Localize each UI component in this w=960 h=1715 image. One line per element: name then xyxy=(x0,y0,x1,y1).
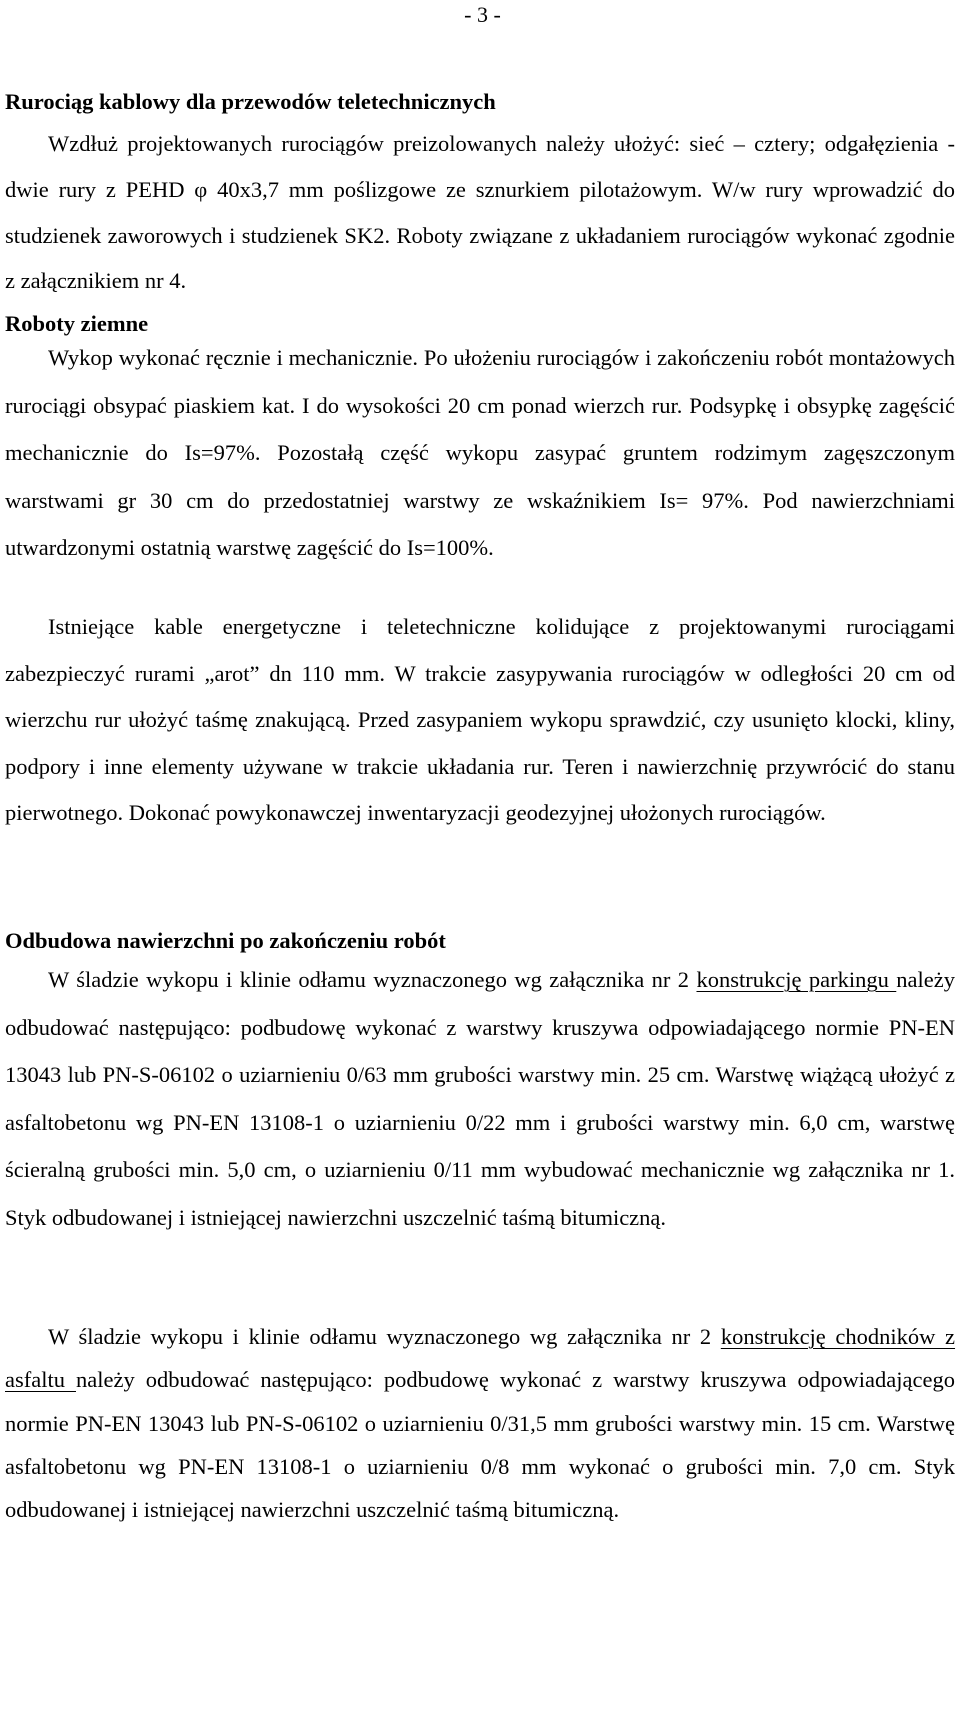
sidewalk-underlined-text: konstrukcję chodników z asfaltu xyxy=(5,1324,956,1393)
section-heading-earthworks: Roboty ziemne xyxy=(5,311,149,336)
parking-intro-text: W śladzie wykopu i klinie odłamu wyznaczonego wg załącznika nr 2 xyxy=(48,967,690,992)
parking-underlined-text: konstrukcję parkingu xyxy=(696,967,897,992)
paragraph-parking-restoration xyxy=(5,956,955,1241)
paragraph-earthworks-2: Istniejące kable energetyczne i teletechniczne kolidujące z projektowanymi rurociągami zabezpieczyć rurami „arot” dn 110 mm. W trakcie zasypywania rurociągów w odległości 20 cm od wierzchu rur ułożyć taśmę znakującą. Przed zasypaniem wykopu sprawdzić, czy usunięto klocki, kliny, podpory i inne elementy używane w trakcie układania rur. Teren i nawierzchnię przywrócić do stanu pierwotnego. Dokonać powykonawczej inwentaryzacji geodezyjnej ułożonych rurociągów. xyxy=(5,614,955,825)
section-heading-surface-restoration: Odbudowa nawierzchni po zakończeniu robót xyxy=(5,928,446,953)
section-heading-cable-conduit: Rurociąg kablowy dla przewodów teletechnicznych xyxy=(5,89,496,114)
sidewalk-intro-text: W śladzie wykopu i klinie odłamu wyznaczonego wg załącznika nr 2 xyxy=(48,1324,712,1349)
sidewalk-body-text: należy odbudować następująco: podbudowę wykonać z warstwy kruszywa odpowiadającego normie PN-EN 13043 lub PN-S-06102 o uziarnieniu 0/31,5 mm grubości warstwy min. 15 cm. Warstwę asfaltobetonu wg PN-EN 13108-1 o uziarnieniu 0/8 mm wykonać o grubości min. 7,0 cm. Styk odbudowanej i istniejącej nawierzchni uszczelnić taśmą bitumiczną. xyxy=(5,1367,955,1523)
paragraph-earthworks-1: Wykop wykonać ręcznie i mechanicznie. Po ułożeniu rurociągów i zakończeniu robót montażowych rurociągi obsypać piaskiem kat. I do wysokości 20 cm ponad wierzch rur. Podsypkę i obsypkę zagęścić mechanicznie do Is=97%. Pozostałą część wykopu zasypać gruntem rodzimym zagęszczonym warstwami gr 30 cm do przedostatniej warstwy ze wskaźnikiem Is= 97%. Pod nawierzchniami utwardzonymi ostatnią warstwę zagęścić do Is=100%. xyxy=(5,345,955,560)
paragraph-sidewalk-restoration xyxy=(5,1315,955,1531)
paragraph-cable-conduit: Wzdłuż projektowanych rurociągów preizolowanych należy ułożyć: sieć – cztery; odgałęzienia - dwie rury z PEHD φ 40x3,7 mm poślizgowe ze sznurkiem pilotażowym. W/w rury wprowadzić do studzienek zaworowych i studzienek SK2. Roboty związane z układaniem rurociągów wykonać zgodnie z załącznikiem nr 4. xyxy=(5,131,955,294)
parking-body-text: należy odbudować następująco: podbudowę wykonać z warstwy kruszywa odpowiadającego normie PN-EN 13043 lub PN-S-06102 o uziarnieniu 0/63 mm grubości warstwy min. 25 cm. Warstwę wiążącą ułożyć z asfaltobetonu wg PN-EN 13108-1 o uziarnieniu 0/22 mm i grubości warstwy min. 6,0 cm, warstwę ścieralną grubości min. 5,0 cm, o uziarnieniu 0/11 mm wybudować mechanicznie wg załącznika nr 1. Styk odbudowanej i istniejącej nawierzchni uszczelnić taśmą bitumiczną. xyxy=(5,967,955,1230)
page-number: - 3 - xyxy=(464,2,501,27)
